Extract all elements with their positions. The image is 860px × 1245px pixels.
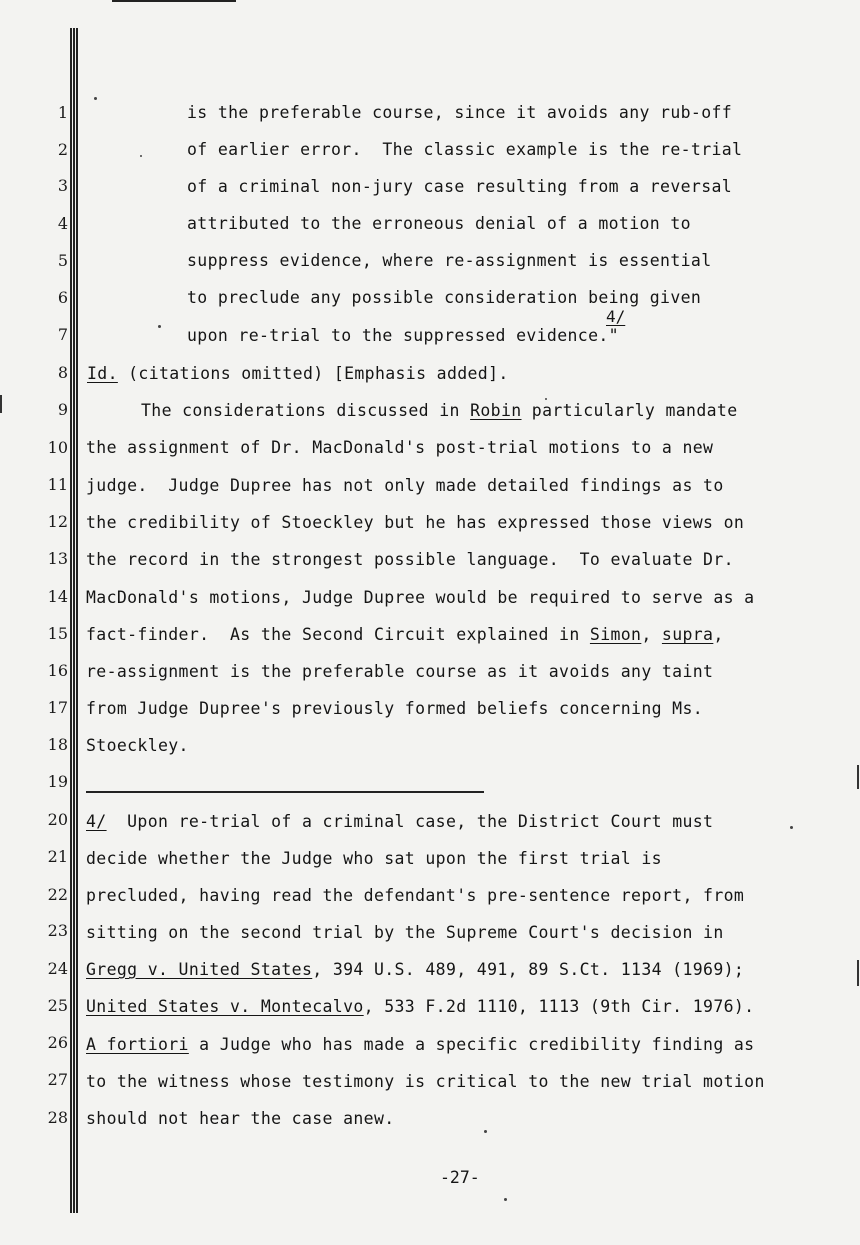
quote-line: suppress evidence, where re-assignment is essential bbox=[187, 251, 712, 270]
quote-line: of a criminal non-jury case resulting from a reversal bbox=[187, 177, 733, 196]
body-line: The considerations discussed in Robin particularly mandate bbox=[141, 401, 738, 420]
line-number: 17 bbox=[47, 698, 68, 717]
footnote-marker: 4/ bbox=[86, 812, 107, 831]
quote-line: is the preferable course, since it avoids any rub-off bbox=[187, 103, 733, 122]
footnote-line: A fortiori a Judge who has made a specific credibility finding as bbox=[86, 1035, 755, 1054]
line-number: 13 bbox=[47, 549, 68, 568]
footnote-reference: 4/ bbox=[606, 307, 626, 326]
line-number: 26 bbox=[47, 1033, 68, 1052]
page-number: -27- bbox=[440, 1168, 480, 1187]
line-number: 19 bbox=[47, 772, 68, 791]
line-number: 27 bbox=[47, 1070, 68, 1089]
case-name-simon: Simon bbox=[589, 625, 642, 644]
line-number: 1 bbox=[57, 103, 68, 122]
line-number: 12 bbox=[47, 512, 68, 531]
footnote-line: Gregg v. United States, 394 U.S. 489, 491, 89 S.Ct. 1134 (1969); bbox=[86, 960, 745, 979]
line-number: 11 bbox=[47, 475, 68, 494]
line-number: 23 bbox=[47, 921, 68, 940]
line-number: 24 bbox=[47, 959, 68, 978]
footnote-line: sitting on the second trial by the Supreme Court's decision in bbox=[86, 923, 724, 942]
case-name-robin: Robin bbox=[470, 401, 522, 420]
footnote-line: 4/ Upon re-trial of a criminal case, the District Court must bbox=[86, 812, 714, 831]
footnote-line: precluded, having read the defendant's pre-sentence report, from bbox=[86, 886, 745, 905]
line-number: 14 bbox=[47, 587, 68, 606]
line-number: 21 bbox=[47, 847, 68, 866]
body-line: MacDonald's motions, Judge Dupree would be required to serve as a bbox=[86, 588, 755, 607]
line-number: 6 bbox=[57, 288, 68, 307]
case-name-gregg: Gregg v. United States bbox=[86, 960, 313, 979]
line-number: 10 bbox=[47, 438, 68, 457]
citation-id: Id. bbox=[87, 364, 118, 383]
line-number: 16 bbox=[47, 661, 68, 680]
quote-line: attributed to the erroneous denial of a motion to bbox=[187, 214, 691, 233]
footnote-line: should not hear the case anew. bbox=[86, 1109, 395, 1128]
body-line: the assignment of Dr. MacDonald's post-trial motions to a new bbox=[86, 438, 714, 457]
footnote-line: decide whether the Judge who sat upon the first trial is bbox=[86, 849, 662, 868]
top-rule bbox=[112, 0, 236, 2]
citation-line: Id. (citations omitted) [Emphasis added]. bbox=[87, 364, 509, 383]
line-number: 9 bbox=[57, 400, 68, 419]
scan-speck bbox=[158, 325, 161, 328]
footnote-line: United States v. Montecalvo, 533 F.2d 1110, 1113 (9th Cir. 1976). bbox=[86, 997, 755, 1016]
scan-edge-mark bbox=[857, 765, 859, 789]
scan-edge-mark bbox=[0, 395, 2, 413]
body-line: Stoeckley. bbox=[86, 736, 189, 755]
margin-rule bbox=[73, 28, 75, 1213]
body-line: from Judge Dupree's previously formed beliefs concerning Ms. bbox=[86, 699, 704, 718]
footnote-line: to the witness whose testimony is critical to the new trial motion bbox=[86, 1072, 765, 1091]
scan-speck bbox=[94, 97, 97, 100]
margin-rule bbox=[76, 28, 78, 1213]
scan-speck bbox=[484, 1130, 487, 1133]
body-line: re-assignment is the preferable course as it avoids any taint bbox=[86, 662, 714, 681]
scan-speck bbox=[545, 398, 547, 400]
body-line: the record in the strongest possible language. To evaluate Dr. bbox=[86, 550, 734, 569]
line-number: 2 bbox=[57, 140, 68, 159]
supra-ref: supra bbox=[661, 625, 714, 644]
line-number: 4 bbox=[57, 214, 68, 233]
line-number: 15 bbox=[47, 624, 68, 643]
margin-rule bbox=[70, 28, 72, 1213]
a-fortiori: A fortiori bbox=[86, 1035, 189, 1054]
scan-speck bbox=[504, 1198, 507, 1201]
body-line: fact-finder. As the Second Circuit explained in Simon, supra, bbox=[86, 625, 724, 644]
scan-speck bbox=[790, 826, 793, 829]
body-line: judge. Judge Dupree has not only made detailed findings as to bbox=[86, 476, 724, 495]
quote-line: upon re-trial to the suppressed evidence." bbox=[187, 326, 619, 345]
line-number: 3 bbox=[57, 176, 68, 195]
line-number: 20 bbox=[47, 810, 68, 829]
scan-speck bbox=[140, 155, 142, 157]
line-number: 18 bbox=[47, 735, 68, 754]
line-number: 7 bbox=[57, 325, 68, 344]
case-name-montecalvo: United States v. Montecalvo bbox=[86, 997, 364, 1016]
line-number: 25 bbox=[47, 996, 68, 1015]
line-number: 8 bbox=[57, 363, 68, 382]
line-number: 28 bbox=[47, 1108, 68, 1127]
footnote-separator bbox=[86, 791, 484, 793]
scan-edge-mark bbox=[857, 960, 859, 986]
quote-line: of earlier error. The classic example is the re-trial bbox=[187, 140, 743, 159]
body-line: the credibility of Stoeckley but he has expressed those views on bbox=[86, 513, 745, 532]
quote-line: to preclude any possible consideration being given bbox=[187, 288, 702, 307]
line-number: 5 bbox=[57, 251, 68, 270]
line-number: 22 bbox=[47, 885, 68, 904]
